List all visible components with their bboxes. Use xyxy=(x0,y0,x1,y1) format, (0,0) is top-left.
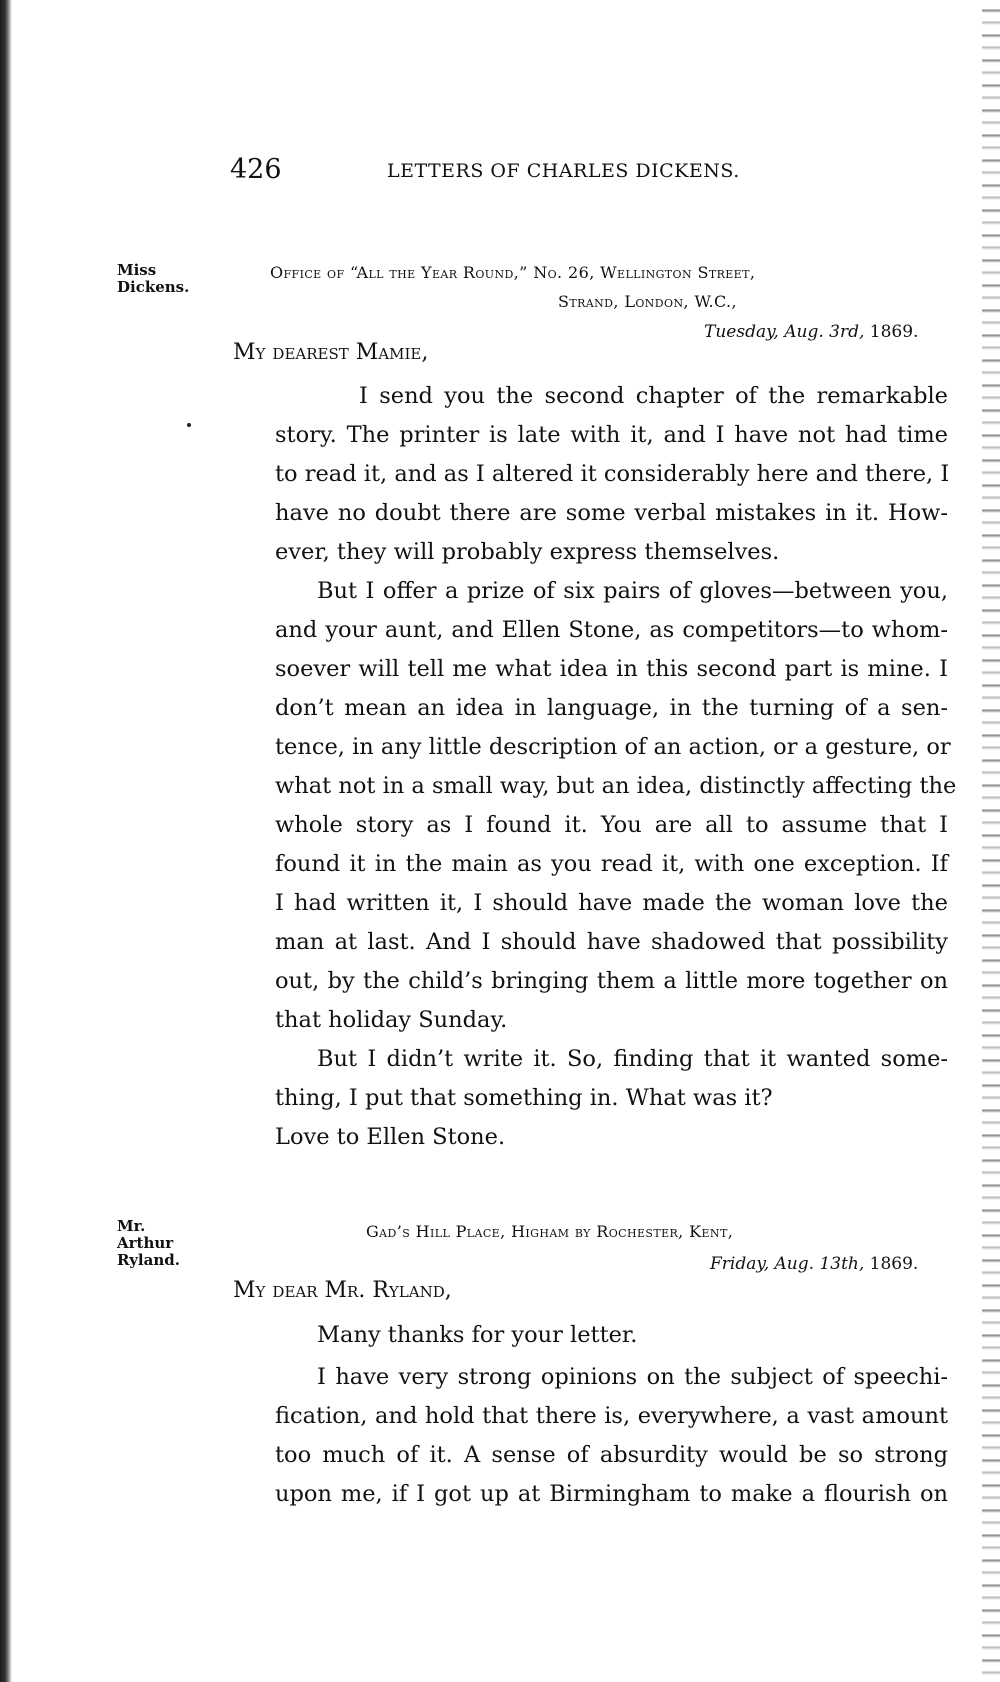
letter1-address-line2: Strand, London, W.C., xyxy=(558,292,738,311)
text-line: whole story as I found it. You are all to assume that I xyxy=(275,812,948,838)
letter1-paragraph-1 xyxy=(233,377,948,572)
text-line: I send you the second chapter of the remarkable xyxy=(359,383,948,409)
text-line: man at last. And I should have shadowed that possibility xyxy=(275,929,948,955)
recipient-note-line: Dickens. xyxy=(117,278,190,296)
text-line: fication, and hold that there is, everywhere, a vast amount xyxy=(275,1403,948,1429)
letter1-date xyxy=(704,322,918,342)
text-line: soever will tell me what idea in this second part is mine. I xyxy=(275,656,948,682)
letter2-paragraph-1 xyxy=(233,1316,948,1355)
text-line: But I didn’t write it. So, finding that it wanted some- xyxy=(317,1046,948,1072)
letter1-address-line1: Office of “All the Year Round,” No. 26, Wellington Street, xyxy=(270,263,756,282)
text-line: But I offer a prize of six pairs of gloves—between you, xyxy=(317,578,948,604)
text-line: ever, they will probably express themselves. xyxy=(275,539,780,565)
letter2-paragraph-2 xyxy=(233,1358,948,1514)
ink-dot xyxy=(187,423,191,427)
text-line: tence, in any little description of an action, or a gesture, or xyxy=(275,734,951,760)
text-line: out, by the child’s bringing them a little more together on xyxy=(275,968,948,994)
letter2-date-year: 1869. xyxy=(869,1254,919,1274)
text-line: upon me, if I got up at Birmingham to make a flourish on xyxy=(275,1481,948,1507)
page-right-edge xyxy=(982,0,1000,1682)
letter1-paragraph-3 xyxy=(233,1040,948,1118)
letter2-date xyxy=(710,1254,918,1274)
closing-line: Love to Ellen Stone. xyxy=(275,1124,506,1150)
letter1-closing xyxy=(233,1118,948,1157)
letter1-date-day: Tuesday, Aug. 3rd, xyxy=(704,322,865,342)
text-line: Many thanks for your letter. xyxy=(317,1322,638,1348)
page-left-edge xyxy=(0,0,12,1682)
text-line: I had written it, I should have made the woman love the xyxy=(275,890,948,916)
letter1-paragraph-2 xyxy=(233,572,957,1040)
running-head xyxy=(0,154,1000,194)
letter1-salutation: My dearest Mamie, xyxy=(233,340,429,365)
recipient-note-1 xyxy=(117,262,217,296)
text-line: what not in a small way, but an idea, distinctly affecting the xyxy=(275,773,957,799)
recipient-note-line: Arthur xyxy=(117,1234,174,1252)
text-line: have no doubt there are some verbal mistakes in it. How- xyxy=(275,500,948,526)
page-number: 426 xyxy=(230,154,282,185)
text-line: that holiday Sunday. xyxy=(275,1007,508,1033)
text-line: and your aunt, and Ellen Stone, as competitors—to whom- xyxy=(275,617,948,643)
text-line: too much of it. A sense of absurdity would be so strong xyxy=(275,1442,948,1468)
text-line: to read it, and as I altered it considerably here and there, I xyxy=(275,461,950,487)
recipient-note-line: Miss xyxy=(117,261,157,279)
running-title: LETTERS OF CHARLES DICKENS. xyxy=(387,160,740,182)
recipient-note-2 xyxy=(117,1218,217,1269)
text-line: thing, I put that something in. What was it? xyxy=(275,1085,773,1111)
letter2-date-day: Friday, Aug. 13th, xyxy=(710,1254,865,1274)
text-line: story. The printer is late with it, and I have not had time xyxy=(275,422,948,448)
text-line: found it in the main as you read it, with one exception. If xyxy=(275,851,948,877)
letter1-date-year: 1869. xyxy=(869,322,919,342)
recipient-note-line: Ryland. xyxy=(117,1251,180,1269)
letter2-salutation: My dear Mr. Ryland, xyxy=(233,1278,452,1303)
letter2-address: Gad’s Hill Place, Higham by Rochester, Kent, xyxy=(366,1222,734,1241)
text-line: don’t mean an idea in language, in the turning of a sen- xyxy=(275,695,948,721)
text-line: I have very strong opinions on the subject of speechi- xyxy=(317,1364,948,1390)
recipient-note-line: Mr. xyxy=(117,1217,146,1235)
